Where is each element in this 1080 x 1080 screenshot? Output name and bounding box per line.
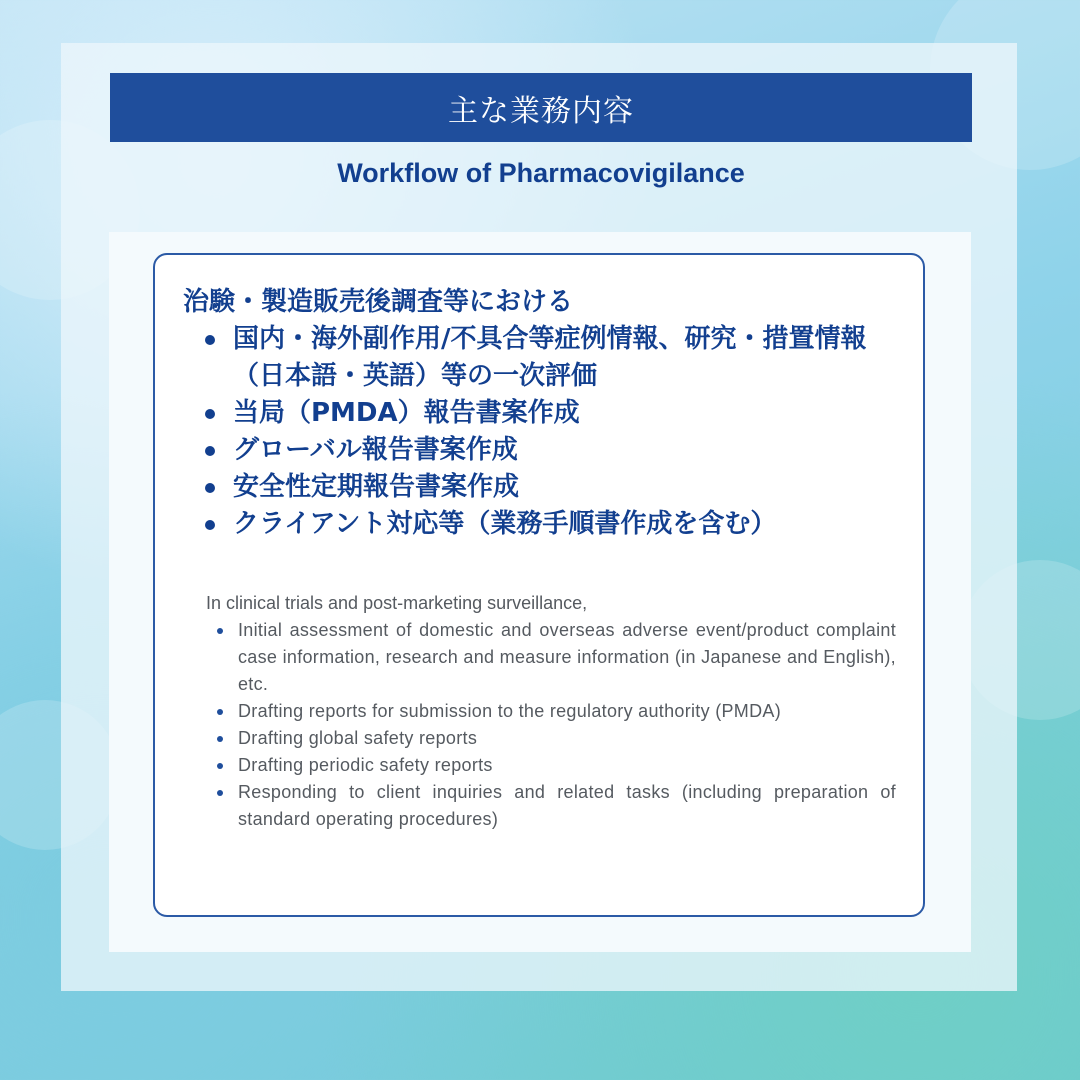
english-section — [206, 590, 896, 833]
japanese-item-text: 国内・海外副作用/不具合等症例情報、研究・措置情報（日本語・英語）等の一次評価 — [233, 324, 867, 391]
bullet-icon — [205, 335, 215, 345]
japanese-intro: 治験・製造販売後調査等における — [183, 287, 574, 317]
english-list — [206, 617, 896, 833]
bullet-icon — [205, 409, 215, 419]
japanese-list-item — [203, 506, 903, 543]
bullet-icon — [217, 763, 223, 769]
japanese-list — [183, 321, 903, 543]
title-banner — [110, 73, 972, 142]
bullet-icon — [217, 628, 223, 634]
english-list-item — [206, 725, 896, 752]
bullet-icon — [205, 483, 215, 493]
japanese-list-item — [203, 321, 903, 395]
page-subtitle: Workflow of Pharmacovigilance — [337, 158, 745, 188]
page-title: 主な業務内容 — [448, 93, 634, 129]
english-item-text: Drafting periodic safety reports — [238, 755, 493, 775]
japanese-item-text: 当局（PMDA）報告書案作成 — [233, 398, 580, 428]
english-list-item — [206, 617, 896, 698]
english-list-item — [206, 779, 896, 833]
japanese-list-item — [203, 469, 903, 506]
bullet-icon — [205, 520, 215, 530]
english-list-item — [206, 698, 896, 725]
english-item-text: Responding to client inquiries and related tasks (including preparation of standard operating procedures) — [238, 782, 896, 829]
japanese-item-text: 安全性定期報告書案作成 — [233, 472, 520, 502]
bullet-icon — [205, 446, 215, 456]
bullet-icon — [217, 790, 223, 796]
english-list-item — [206, 752, 896, 779]
japanese-item-text: クライアント対応等（業務手順書作成を含む） — [233, 509, 777, 539]
japanese-item-text: グローバル報告書案作成 — [233, 435, 518, 465]
japanese-section — [183, 283, 903, 543]
bullet-icon — [217, 736, 223, 742]
english-item-text: Initial assessment of domestic and overseas adverse event/product complaint case information, research and measure information (in Japanese and English), etc. — [238, 620, 896, 694]
japanese-list-item — [203, 395, 903, 432]
english-intro: In clinical trials and post-marketing surveillance, — [206, 593, 588, 613]
english-item-text: Drafting global safety reports — [238, 728, 478, 748]
japanese-list-item — [203, 432, 903, 469]
bullet-icon — [217, 709, 223, 715]
english-item-text: Drafting reports for submission to the regulatory authority (PMDA) — [238, 701, 782, 721]
